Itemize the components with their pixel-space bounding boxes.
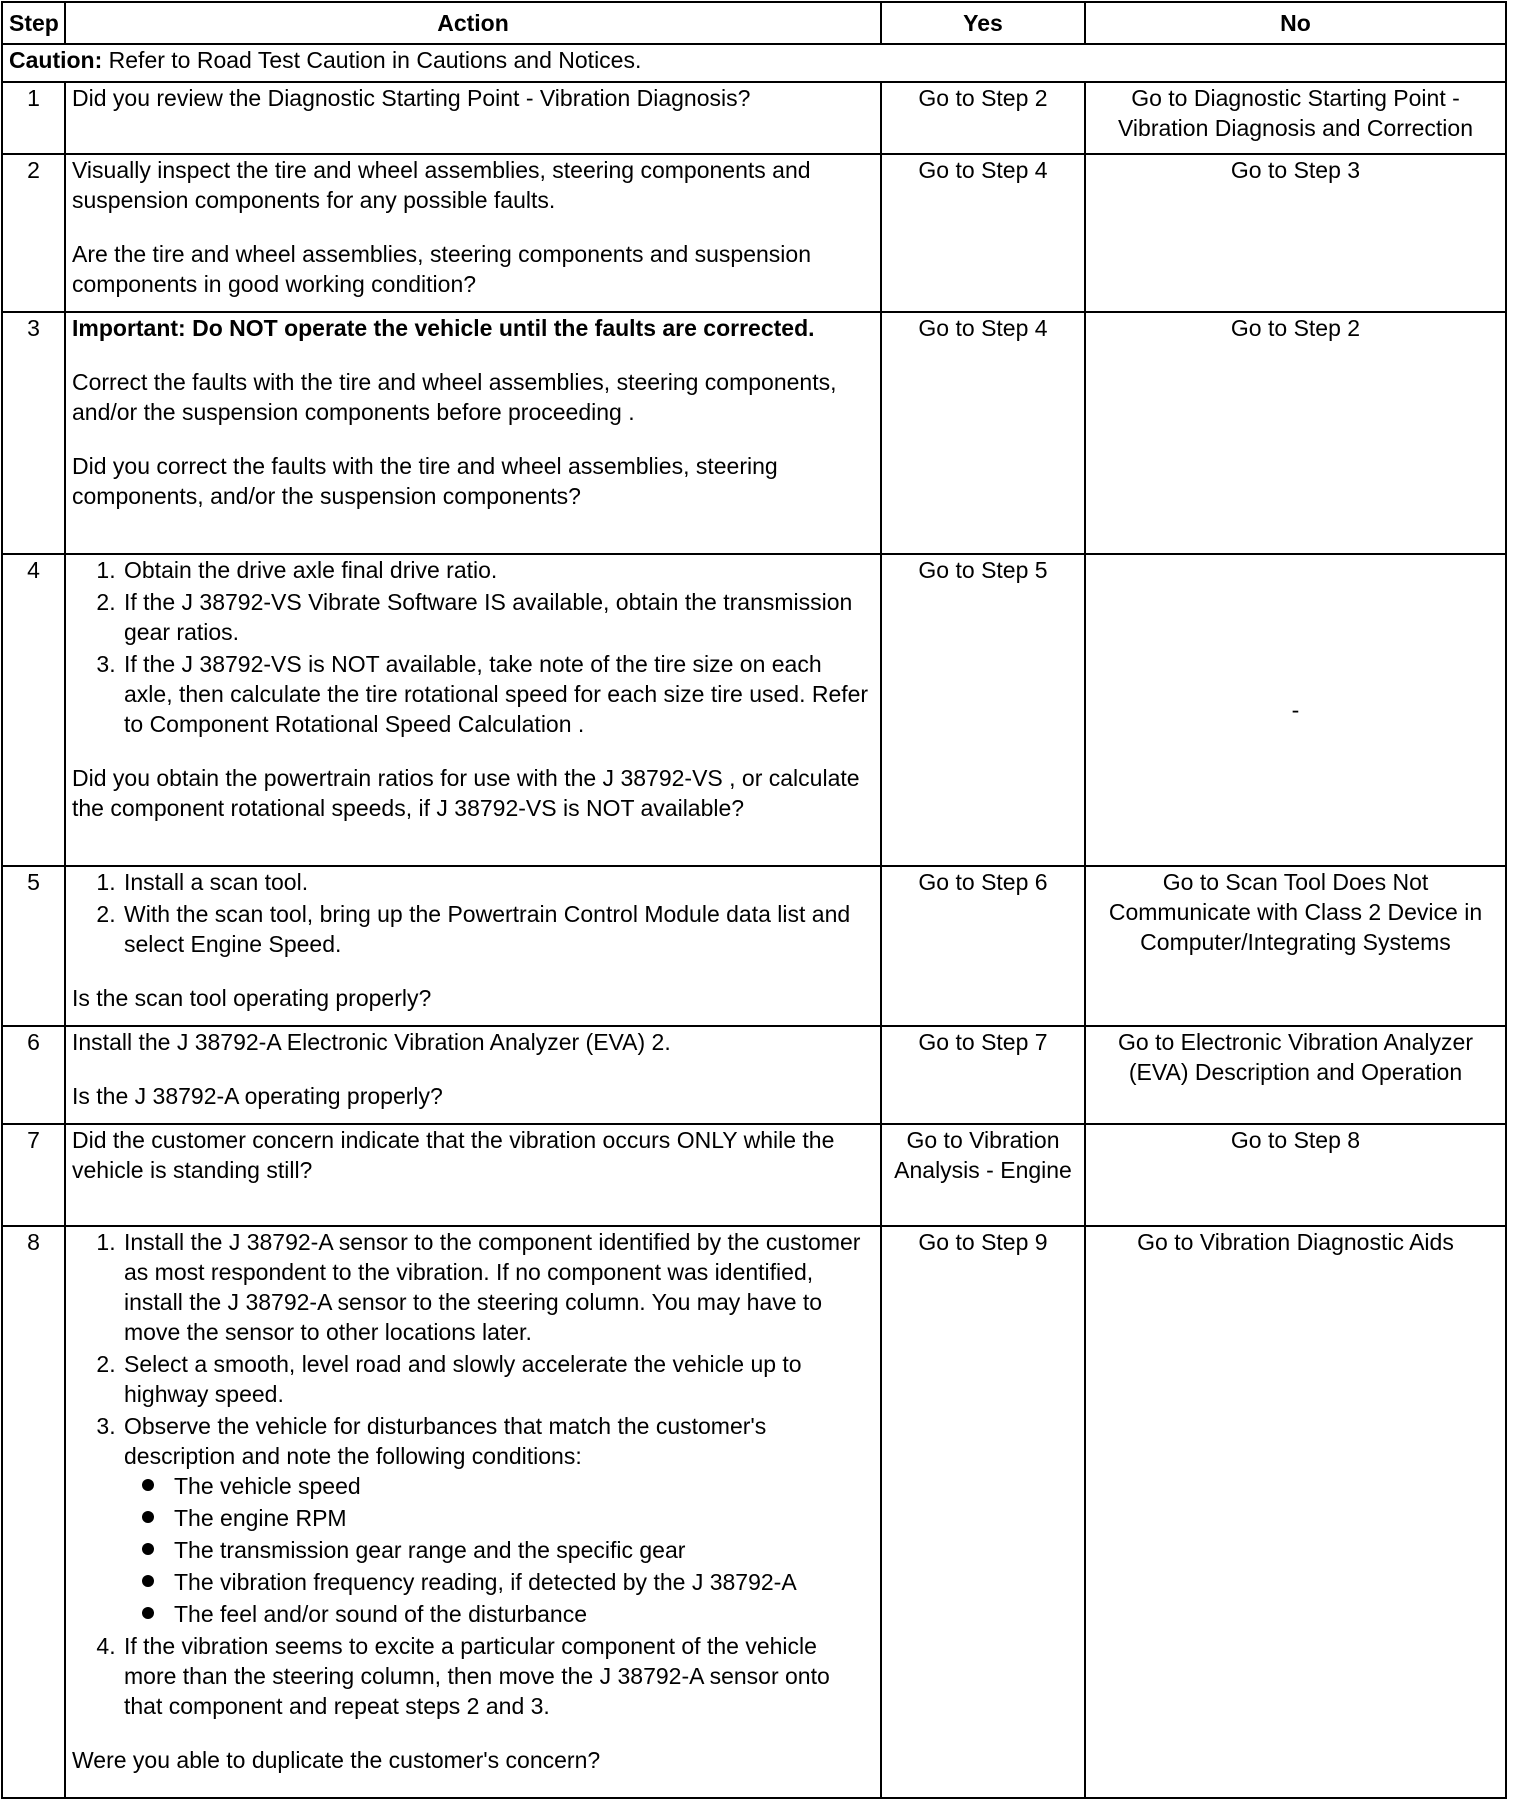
table-row xyxy=(2,866,1506,1026)
bullet-text: The vibration frequency reading, if detected by the J 38792-A xyxy=(174,1569,797,1595)
action-question: Is the J 38792-A operating properly? xyxy=(72,1083,443,1109)
step-number: 2 xyxy=(2,154,65,312)
list-item xyxy=(122,1411,874,1629)
action-question: Did the customer concern indicate that the vibration occurs ONLY while the vehicle is standing still? xyxy=(72,1127,835,1183)
header-yes: Yes xyxy=(881,2,1085,44)
step-number: 5 xyxy=(2,866,65,1026)
yes-cell: Go to Step 9 xyxy=(881,1226,1085,1798)
action-cell xyxy=(65,82,881,154)
bullet-dot-icon xyxy=(142,1607,154,1619)
action-question: Is the scan tool operating properly? xyxy=(72,985,432,1011)
header-no: No xyxy=(1085,2,1506,44)
caution-label: Caution: xyxy=(9,47,103,73)
bullet-dot-icon xyxy=(142,1511,154,1523)
action-instruction: Correct the faults with the tire and wheel assemblies, steering components, and/or the suspension components before proceeding . xyxy=(72,369,837,425)
action-question: Were you able to duplicate the customer's concern? xyxy=(72,1747,601,1773)
step-number: 1 xyxy=(2,82,65,154)
caution-row xyxy=(2,44,1506,82)
table-row xyxy=(2,1124,1506,1226)
action-cell xyxy=(65,154,881,312)
action-question: Did you review the Diagnostic Starting Point - Vibration Diagnosis? xyxy=(72,85,751,111)
bullet-text: The feel and/or sound of the disturbance xyxy=(174,1601,588,1627)
action-cell xyxy=(65,312,881,554)
table-row xyxy=(2,312,1506,554)
bullet-list xyxy=(124,1471,874,1629)
list-item: 1. Install a scan tool. xyxy=(122,867,874,897)
list-item: 2. Select a smooth, level road and slowly accelerate the vehicle up to highway speed. xyxy=(122,1349,874,1409)
step-number: 3 xyxy=(2,312,65,554)
action-instruction: Install the J 38792-A Electronic Vibration Analyzer (EVA) 2. xyxy=(72,1029,671,1055)
no-cell: Go to Step 3 xyxy=(1085,154,1506,312)
bullet-text: The vehicle speed xyxy=(174,1473,361,1499)
procedure-list xyxy=(72,555,874,739)
table-row xyxy=(2,1226,1506,1798)
no-cell: Go to Step 8 xyxy=(1085,1124,1506,1226)
bullet-dot-icon xyxy=(142,1543,154,1555)
bullet-dot-icon xyxy=(142,1575,154,1587)
bullet-item xyxy=(124,1599,874,1629)
diagnostic-table xyxy=(1,1,1507,1799)
procedure-list xyxy=(72,867,874,959)
action-question: Did you obtain the powertrain ratios for use with the J 38792-VS , or calculate the component rotational speeds, if J 38792-VS is NOT available? xyxy=(72,765,860,821)
no-cell: Go to Scan Tool Does Not Communicate with Class 2 Device in Computer/Integrating Systems xyxy=(1085,866,1506,1026)
step-number: 6 xyxy=(2,1026,65,1124)
list-item-text: Observe the vehicle for disturbances that match the customer's description and note the following conditions: xyxy=(124,1413,767,1469)
header-step: Step xyxy=(2,2,65,44)
table-row xyxy=(2,154,1506,312)
important-note: Important: Do NOT operate the vehicle until the faults are corrected. xyxy=(72,315,815,341)
bullet-item xyxy=(124,1471,874,1501)
action-cell xyxy=(65,1124,881,1226)
yes-cell: Go to Step 7 xyxy=(881,1026,1085,1124)
action-question: Did you correct the faults with the tire and wheel assemblies, steering components, and/or the suspension components? xyxy=(72,453,778,509)
no-cell: Go to Diagnostic Starting Point - Vibration Diagnosis and Correction xyxy=(1085,82,1506,154)
list-item: 3. If the J 38792-VS is NOT available, take note of the tire size on each axle, then calculate the tire rotational speed for each size tire used. Refer to Component Rotational Speed Calculation . xyxy=(122,649,874,739)
table-row xyxy=(2,1026,1506,1124)
step-number: 7 xyxy=(2,1124,65,1226)
no-cell: Go to Vibration Diagnostic Aids xyxy=(1085,1226,1506,1798)
yes-cell: Go to Step 5 xyxy=(881,554,1085,866)
yes-cell: Go to Step 2 xyxy=(881,82,1085,154)
list-item: 4. If the vibration seems to excite a particular component of the vehicle more than the steering column, then move the J 38792-A sensor onto that component and repeat steps 2 and 3. xyxy=(122,1631,874,1721)
action-cell xyxy=(65,1026,881,1124)
table-row xyxy=(2,554,1506,866)
table-row xyxy=(2,82,1506,154)
no-cell: - xyxy=(1085,554,1506,866)
header-action: Action xyxy=(65,2,881,44)
bullet-item xyxy=(124,1535,874,1565)
action-cell xyxy=(65,1226,881,1798)
bullet-dot-icon xyxy=(142,1479,154,1491)
action-instruction: Visually inspect the tire and wheel assemblies, steering components and suspension components for any possible faults. xyxy=(72,157,811,213)
bullet-item xyxy=(124,1503,874,1533)
list-item: 2. If the J 38792-VS Vibrate Software IS available, obtain the transmission gear ratios. xyxy=(122,587,874,647)
bullet-text: The transmission gear range and the specific gear xyxy=(174,1537,686,1563)
caution-text: Refer to Road Test Caution in Cautions and Notices. xyxy=(102,47,642,73)
yes-cell: Go to Step 4 xyxy=(881,312,1085,554)
bullet-item xyxy=(124,1567,874,1597)
list-item: 1. Install the J 38792-A sensor to the component identified by the customer as most respondent to the vibration. If no component was identified, install the J 38792-A sensor to the steering column. You may have to move the sensor to other locations later. xyxy=(122,1227,874,1347)
no-cell: Go to Electronic Vibration Analyzer (EVA) Description and Operation xyxy=(1085,1026,1506,1124)
action-question: Are the tire and wheel assemblies, steering components and suspension components in good working condition? xyxy=(72,241,811,297)
step-number: 8 xyxy=(2,1226,65,1798)
no-cell: Go to Step 2 xyxy=(1085,312,1506,554)
action-cell xyxy=(65,866,881,1026)
bullet-text: The engine RPM xyxy=(174,1505,347,1531)
action-cell xyxy=(65,554,881,866)
header-row xyxy=(2,2,1506,44)
yes-cell: Go to Step 4 xyxy=(881,154,1085,312)
list-item: 2. With the scan tool, bring up the Powertrain Control Module data list and select Engine Speed. xyxy=(122,899,874,959)
procedure-list xyxy=(72,1227,874,1721)
caution-cell xyxy=(2,44,1506,82)
list-item: 1. Obtain the drive axle final drive ratio. xyxy=(122,555,874,585)
step-number: 4 xyxy=(2,554,65,866)
yes-cell: Go to Step 6 xyxy=(881,866,1085,1026)
yes-cell: Go to Vibration Analysis - Engine xyxy=(881,1124,1085,1226)
